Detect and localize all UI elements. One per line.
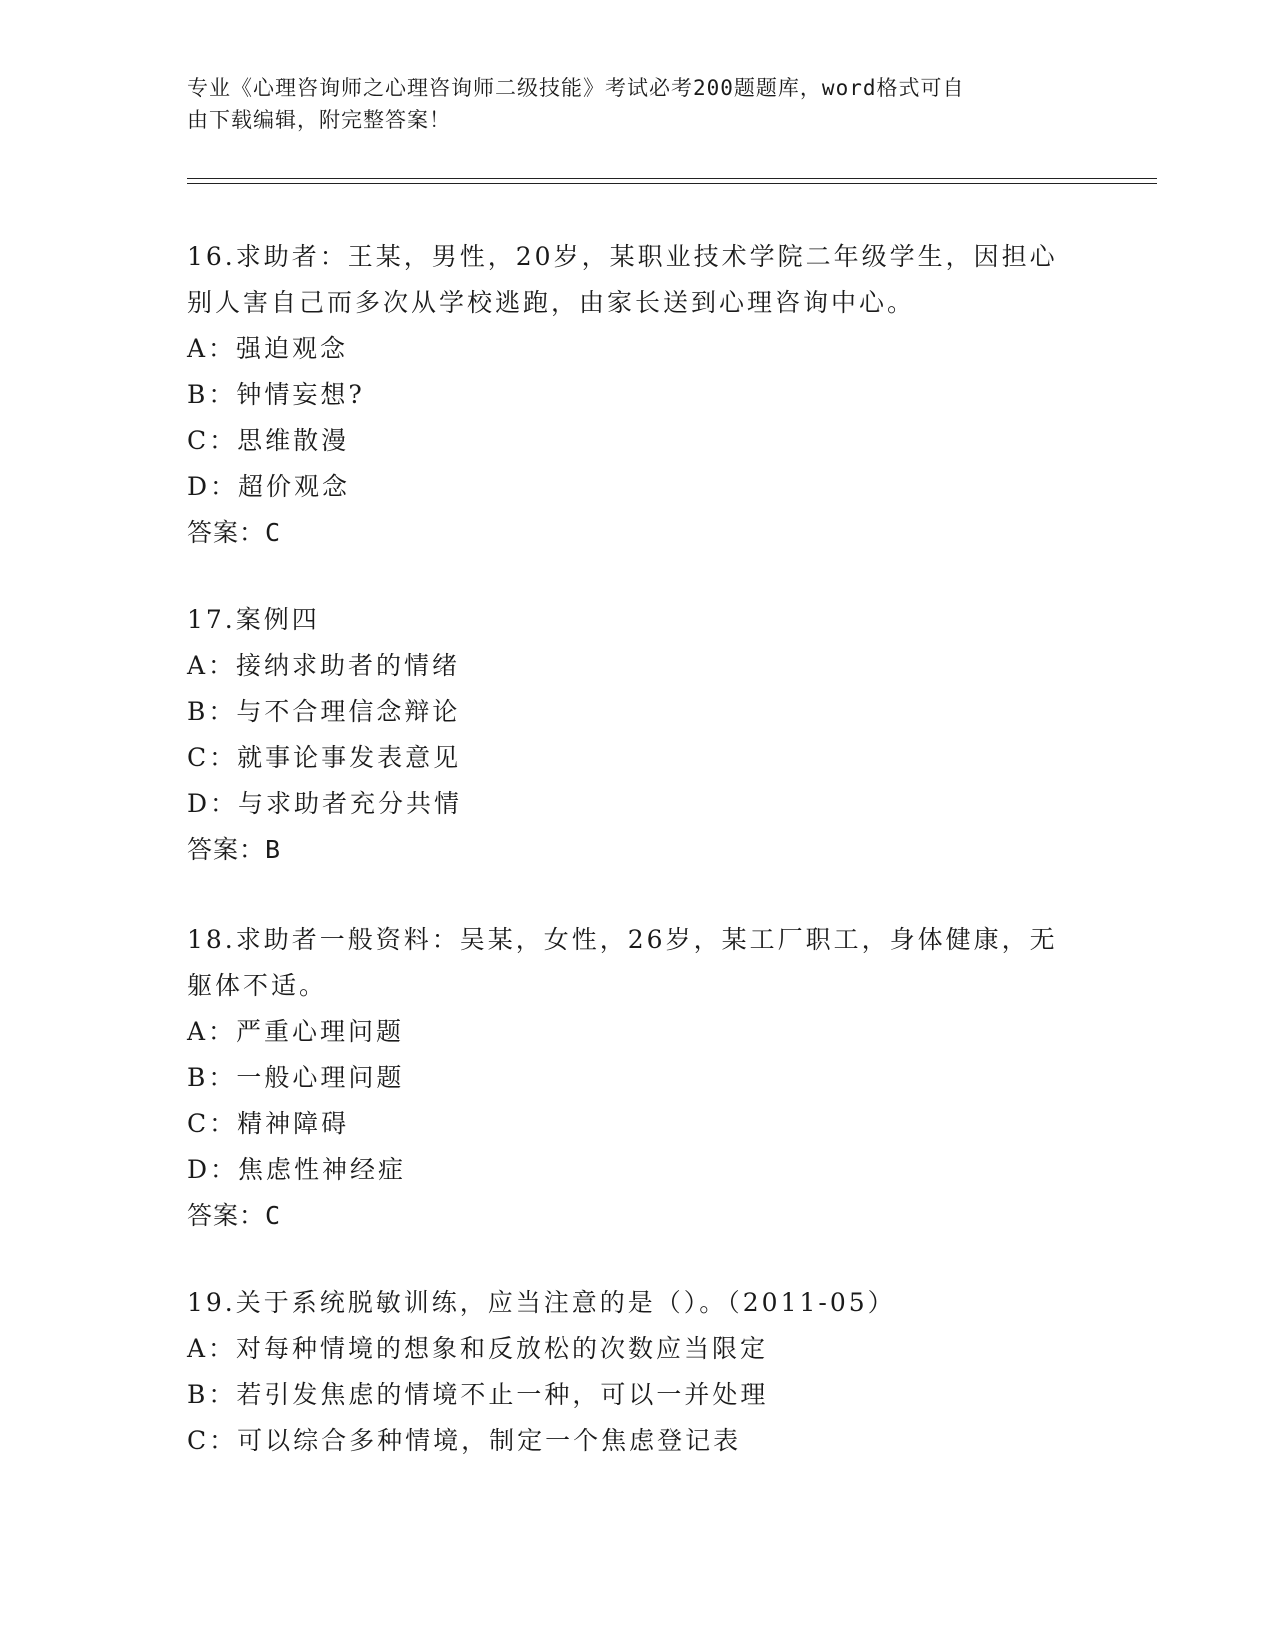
question-stem-line: 17.案例四 (187, 605, 320, 634)
question-stem-line: 16.求助者：王某，男性，20岁，某职业技术学院二年级学生，因担心 (187, 242, 1058, 271)
option-d: D：超价观念 (187, 472, 351, 501)
option-b: B：钟情妄想? (187, 380, 365, 409)
answer: 答案：C (187, 518, 282, 547)
header-divider-top (187, 178, 1157, 179)
question-19 (187, 1280, 1087, 1464)
header-divider-bottom (187, 183, 1157, 184)
option-a: A：对每种情境的想象和反放松的次数应当限定 (187, 1334, 769, 1363)
option-b: B：若引发焦虑的情境不止一种，可以一并处理 (187, 1380, 769, 1409)
option-b: B：与不合理信念辩论 (187, 697, 461, 726)
answer: 答案：C (187, 1201, 282, 1230)
answer: 答案：B (187, 835, 282, 864)
header-line-1: 专业《心理咨询师之心理咨询师二级技能》考试必考200题题库，word格式可自 (187, 76, 965, 100)
option-c: C：思维散漫 (187, 426, 350, 455)
option-d: D：与求助者充分共情 (187, 789, 463, 818)
option-c: C：精神障碍 (187, 1109, 350, 1138)
option-a: A：接纳求助者的情绪 (187, 651, 461, 680)
question-stem-line: 18.求助者一般资料：吴某，女性，26岁，某工厂职工，身体健康，无 (187, 925, 1058, 954)
question-17 (187, 597, 1087, 873)
header-line-2: 由下载编辑，附完整答案！ (187, 108, 451, 132)
option-c: C：就事论事发表意见 (187, 743, 462, 772)
question-stem-line: 19.关于系统脱敏训练，应当注意的是（）。（2011-05） (187, 1288, 896, 1317)
question-16 (187, 234, 1087, 556)
option-b: B：一般心理问题 (187, 1063, 405, 1092)
option-a: A：强迫观念 (187, 334, 349, 363)
option-a: A：严重心理问题 (187, 1017, 405, 1046)
document-header (187, 72, 1087, 136)
question-stem-line: 别人害自己而多次从学校逃跑，由家长送到心理咨询中心。 (187, 288, 916, 317)
option-c: C：可以综合多种情境，制定一个焦虑登记表 (187, 1426, 742, 1455)
option-d: D：焦虑性神经症 (187, 1155, 407, 1184)
question-stem-line: 躯体不适。 (187, 971, 328, 1000)
question-18 (187, 917, 1087, 1239)
